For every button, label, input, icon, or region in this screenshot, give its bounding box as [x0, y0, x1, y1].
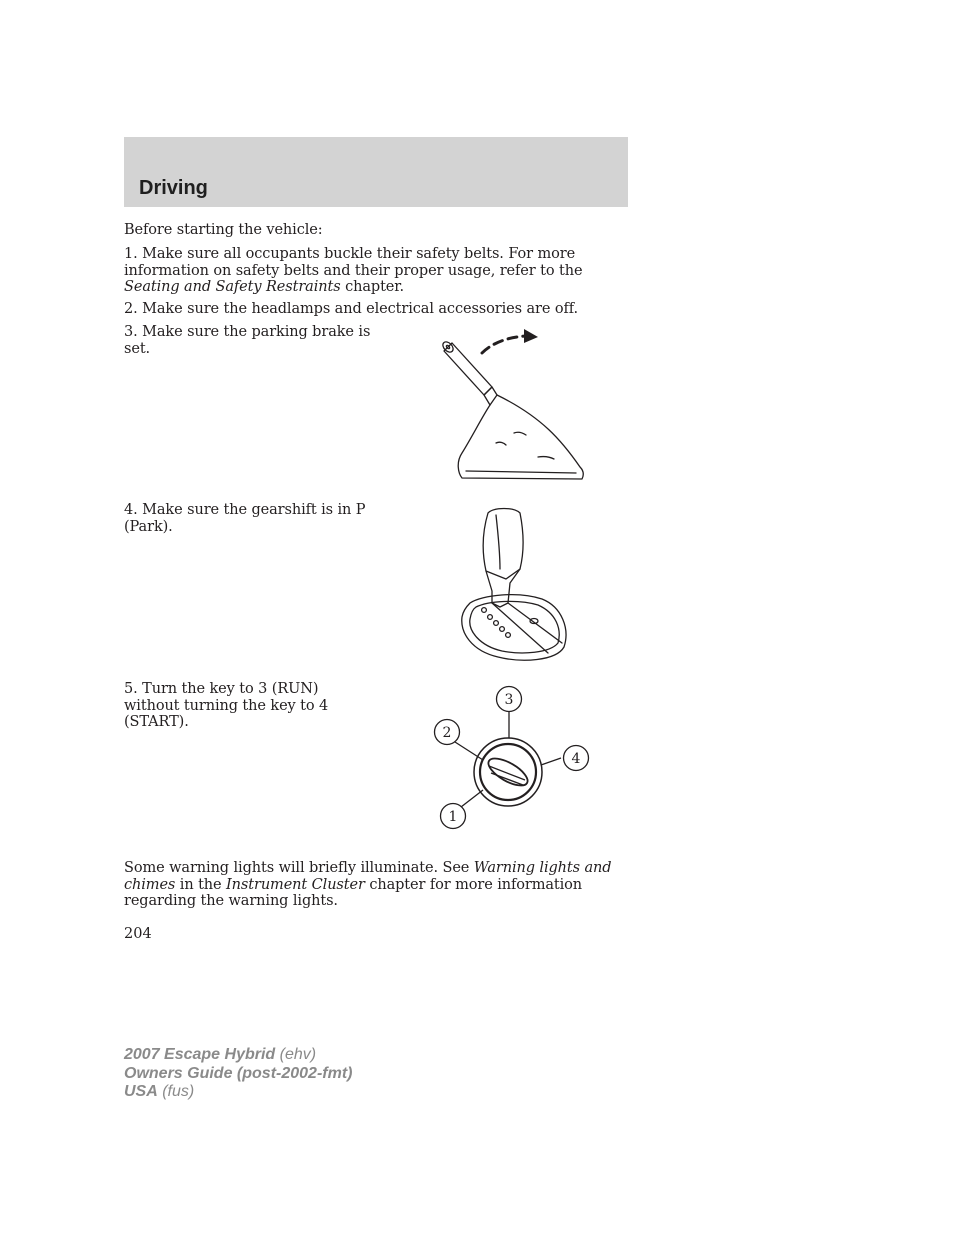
ignition-cylinder	[480, 744, 536, 800]
footer-line-3	[124, 1083, 352, 1102]
step-3-text: 3. Make sure the parking brake is set.	[124, 324, 371, 357]
footer-line-2	[124, 1065, 352, 1084]
footer-model: 2007 Escape Hybrid	[124, 1046, 276, 1063]
step-1-text	[124, 246, 619, 296]
intro-text: Before starting the vehicle:	[124, 222, 323, 238]
warning-lights-reference: Warning lights and chimes	[124, 860, 612, 893]
position-2-leader	[455, 742, 483, 760]
step-4-text: 4. Make sure the gearshift is in P (Park).	[124, 502, 366, 535]
footer-market: USA	[124, 1083, 158, 1100]
step-1-text-a: 1. Make sure all occupants buckle their safety belts. For more information on safety belts and their proper usage, refer to the	[124, 246, 583, 279]
footer-market-code: (fus)	[157, 1083, 195, 1100]
section-title: Driving	[139, 177, 208, 199]
warning-note-text-b: in the	[175, 876, 227, 893]
step-5-text: 5. Turn the key to 3 (RUN) without turning the key to 4 (START).	[124, 681, 329, 730]
step-2-text: 2. Make sure the headlamps and electrical accessories are off.	[124, 301, 578, 317]
gearshift-illustration	[458, 503, 573, 668]
position-1-label: 1	[448, 809, 458, 825]
parking-brake-illustration	[430, 325, 595, 490]
warning-lights-note	[124, 860, 619, 910]
step-1-text-b: chapter.	[340, 279, 405, 295]
ignition-switch-illustration	[425, 680, 600, 835]
footer-guide-name: Owners Guide (post-2002-fmt)	[124, 1064, 353, 1082]
instrument-cluster-reference: Instrument Cluster	[226, 876, 365, 893]
section-header-band	[124, 137, 628, 207]
document-footer	[124, 1046, 352, 1102]
footer-model-code: (ehv)	[275, 1046, 317, 1063]
position-2-label: 2	[442, 725, 452, 741]
footer-line-1	[124, 1046, 352, 1065]
position-1-leader	[461, 790, 483, 807]
warning-note-text-a: Some warning lights will briefly illuminate. See	[124, 860, 474, 876]
warning-note-text-c: chapter for more information regarding the warning lights.	[124, 876, 583, 909]
position-4-label: 4	[571, 751, 581, 767]
ignition-bezel	[474, 738, 542, 806]
seating-safety-restraints-reference: Seating and Safety Restraints	[124, 279, 341, 295]
position-3-label: 3	[504, 692, 514, 708]
key-slot	[484, 753, 531, 791]
position-4-leader	[541, 758, 561, 765]
page-number: 204	[124, 926, 152, 942]
